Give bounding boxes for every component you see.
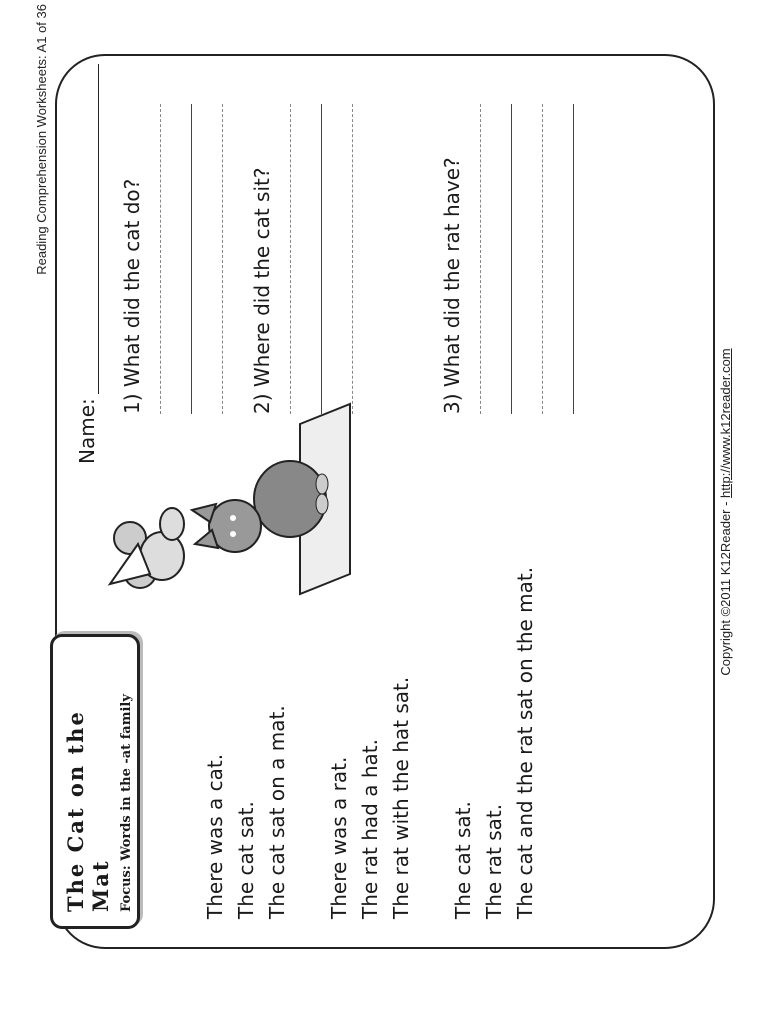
name-input-line[interactable] bbox=[80, 64, 99, 394]
cat-eye bbox=[230, 515, 236, 521]
series-label: Reading Comprehension Worksheets: A1 of 36 bbox=[34, 4, 49, 275]
cat-eye bbox=[230, 531, 236, 537]
name-row bbox=[75, 64, 99, 464]
answer-lines-1[interactable] bbox=[160, 104, 223, 414]
k12reader-link[interactable]: http://www.k12reader.com bbox=[718, 348, 733, 498]
story-line: The rat with the hat sat. bbox=[389, 676, 413, 919]
focus-line: Focus: Words in the -at family bbox=[119, 694, 134, 912]
story-line: The cat and the rat sat on the mat. bbox=[513, 566, 537, 919]
answer-lines-2[interactable] bbox=[290, 104, 353, 414]
cat-paw bbox=[316, 474, 328, 494]
footer bbox=[718, 0, 733, 1024]
name-label: Name: bbox=[75, 398, 99, 464]
story-line: There was a cat. bbox=[203, 753, 227, 919]
mouse-body bbox=[160, 508, 184, 540]
story-line: There was a rat. bbox=[327, 756, 351, 919]
cat-paw bbox=[316, 494, 328, 514]
worksheet-title: The Cat on the Mat bbox=[63, 710, 113, 912]
story-line: The cat sat. bbox=[451, 801, 475, 919]
story-line: The rat sat. bbox=[482, 803, 506, 919]
story-line: The rat had a hat. bbox=[358, 739, 382, 919]
answer-lines-3[interactable] bbox=[480, 104, 574, 414]
copyright-text: Copyright ©2011 K12Reader - bbox=[718, 497, 733, 676]
question-2: 2) Where did the cat sit? bbox=[250, 167, 274, 414]
story-line: The cat sat. bbox=[234, 801, 258, 919]
question-1: 1) What did the cat do? bbox=[120, 178, 144, 414]
title-box bbox=[50, 634, 140, 929]
story-line: The cat sat on a mat. bbox=[265, 705, 289, 919]
stanza-3 bbox=[448, 559, 541, 919]
question-3: 3) What did the rat have? bbox=[440, 157, 464, 414]
cat-body bbox=[254, 461, 326, 537]
